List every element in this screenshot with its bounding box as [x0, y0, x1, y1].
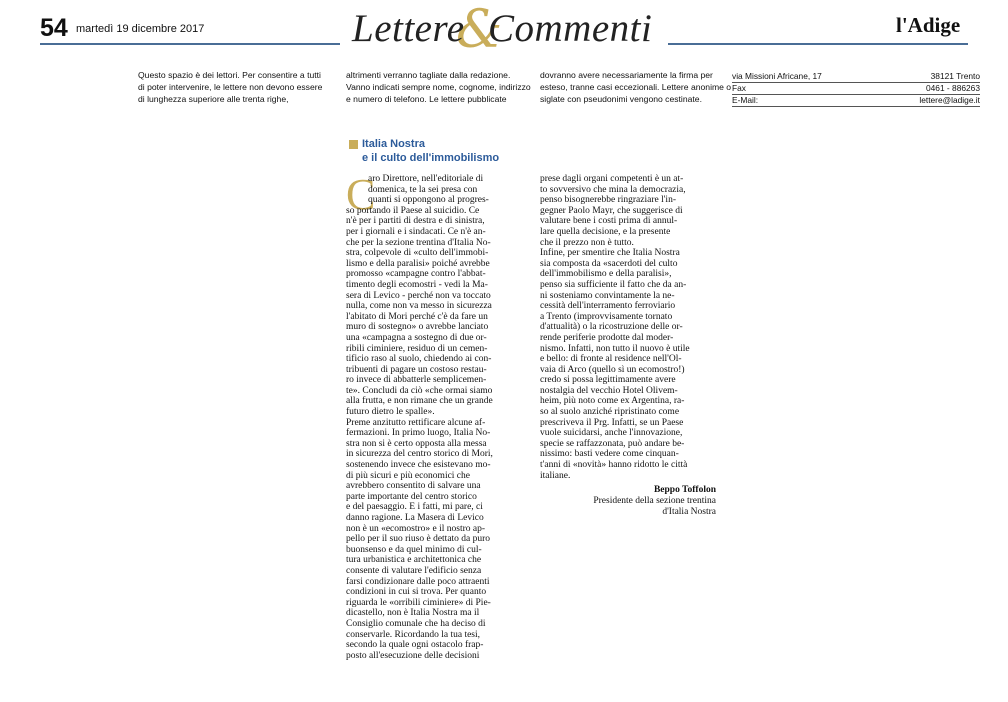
- article-line: fermazioni. In primo luogo, Italia No-: [346, 428, 491, 439]
- section-ampersand: &: [456, 0, 503, 60]
- article-line: nissimo: basti vedere come cinquan-: [540, 449, 679, 460]
- article-line: credo si possa legittimamente avere: [540, 375, 676, 386]
- article-line: penso sia sufficiente il fatto che da an-: [540, 279, 687, 290]
- article-line: timento degli ecomostri - vedi la Ma-: [346, 279, 488, 290]
- article-line: in sicurezza del centro storico di Mori,: [346, 449, 493, 460]
- article-column-1: [346, 170, 522, 661]
- article-line: Infine, per smentire che Italia Nostra: [540, 248, 680, 259]
- section-title: [350, 0, 666, 60]
- article-line: di più sicuri e più economici che: [346, 470, 470, 481]
- article-line: te». Concludi da ciò «che ormai siamo: [346, 385, 493, 396]
- headline-line: e il culto dell'immobilismo: [362, 152, 500, 164]
- article-line: vaia di Arco (quello sì un ecomostro!): [540, 364, 685, 375]
- headline-bullet-icon: [349, 140, 358, 149]
- article-line: che il prezzo non è tutto.: [540, 237, 634, 248]
- article-line: ribili ciminiere, residuo di un cemen-: [346, 343, 488, 354]
- article-line: cessità dell'interramento ferroviario: [540, 301, 676, 312]
- info-line: Questo spazio è dei lettori. Per consentire a tutti: [138, 70, 321, 80]
- article-line: d'attualità) o la ricostruzione delle or-: [540, 322, 683, 333]
- article-line: e bello: di fronte al residence nell'Ol-: [540, 354, 682, 365]
- article-line: muro di sostegno» o avrebbe lanciato: [346, 322, 489, 333]
- article-line: buonsenso e da quel minimo di cul-: [346, 544, 482, 555]
- article-line: penso bisognerebbe ringraziare l'in-: [540, 195, 676, 206]
- info-line: siglate con pseudonimi vengono cestinate.: [540, 94, 702, 104]
- article-line: prescriveva il Prg. Infatti, se un Paese: [540, 417, 684, 428]
- article-line: n'è per i partiti di destra e di sinistra,: [346, 216, 485, 227]
- info-column-2: [346, 69, 531, 105]
- article-line: tura urbanistica e architettonica che: [346, 555, 482, 566]
- article-line: rende periferie prodotte dal moder-: [540, 332, 674, 343]
- info-line: dovranno avere necessariamente la firma per: [540, 70, 713, 80]
- article-line: sia composta da «sacerdoti del culto: [540, 258, 678, 269]
- article-line: heim, più noto come ex Argentina, ra-: [540, 396, 685, 407]
- article-line: avrebbero consentito di salvare una: [346, 481, 481, 492]
- info-line: di lunghezza superiore alle trenta righe,: [138, 94, 289, 104]
- article-line: pello per il suo riuso è dettato da puro: [346, 534, 491, 545]
- info-line: di poter intervenire, le lettere non devono essere: [138, 82, 323, 92]
- article-line: che per la sezione trentina d'Italia No-: [346, 237, 491, 248]
- article-line: ro invece di abbatterle semplicemen-: [346, 375, 487, 386]
- article-line: so portando il Paese al suicidio. Ce: [346, 205, 480, 216]
- article-line: italiane.: [540, 470, 571, 481]
- article-line: alla frutta, e non rimane che un grande: [346, 396, 493, 407]
- article-line: dicastello, non è Italia Nostra ma il: [346, 608, 480, 619]
- article-line: Consiglio comunale che ha deciso di: [346, 618, 486, 629]
- article-line: stra non si è certo opposta alla messa: [346, 438, 487, 449]
- article-line: to sovversivo che mina la democrazia,: [540, 184, 686, 195]
- article-line: danno ragione. La Masera di Levico: [346, 513, 484, 523]
- article-line: lismo e della paralisi» poiché avrebbe: [346, 258, 490, 269]
- info-column-3: [540, 69, 731, 105]
- article-line: quanti si oppongono al progres-: [368, 195, 489, 206]
- header-rule-left: [40, 43, 340, 45]
- article-line: l'abitato di Mori perché c'è da fare un: [346, 311, 488, 322]
- article-line: secondo la quale ogni ostacolo frap-: [346, 640, 484, 651]
- article-line: nismo. Infatti, non tutto il nuovo è utile: [540, 343, 690, 354]
- drop-cap: C: [346, 170, 376, 219]
- article-line: e del paesaggio. E i fatti, mi pare, ci: [346, 502, 483, 513]
- author-name: Beppo Toffolon: [653, 485, 716, 495]
- info-line: e numero di telefono. Le lettere pubblicate: [346, 94, 507, 104]
- headline-line: Italia Nostra: [362, 138, 425, 150]
- contact-row-address: [732, 71, 980, 83]
- info-line: esteso, tranne casi eccezionali. Lettere anonime o: [540, 82, 732, 92]
- article-line: futuro dietro le spalle».: [346, 407, 435, 418]
- article-line: ni sosteniamo convintamente la ne-: [540, 290, 675, 301]
- header-rule-right: [668, 43, 968, 45]
- section-title-left: Lettere: [352, 7, 465, 50]
- article-line: a Trento (improvvisamente tornato: [540, 311, 673, 322]
- article-line: consente di valutare l'edificio senza: [346, 565, 482, 576]
- page-number: 54: [40, 14, 68, 42]
- article-line: nulla, come non va messo in sicurezza: [346, 301, 492, 312]
- info-line: altrimenti verranno tagliate dalla redazione.: [346, 70, 511, 80]
- author-role-line: d'Italia Nostra: [662, 507, 716, 517]
- article-line: valutare bene i costi prima di annul-: [540, 216, 678, 227]
- article-line: t'anni di «novità» hanno ridotto le città: [540, 460, 688, 471]
- section-title-right: Commenti: [488, 7, 653, 50]
- info-line: Vanno indicati sempre nome, cognome, indirizzo: [346, 82, 531, 92]
- contact-label: Fax: [732, 83, 746, 93]
- article-headline: [362, 137, 499, 165]
- contact-row-fax: [732, 83, 980, 95]
- article-line: aro Direttore, nell'editoriale di: [368, 174, 484, 184]
- contact-value: 0461 - 886263: [925, 83, 980, 93]
- contact-box: [732, 71, 980, 107]
- article-line: domenica, te la sei presa con: [368, 184, 478, 195]
- article-line: riguarda le «orribili ciminiere» di Pie-: [346, 597, 491, 608]
- article-line: nostalgia del vecchio Hotel Olivem-: [540, 385, 678, 396]
- contact-row-email[interactable]: [732, 95, 980, 107]
- contact-label: via Missioni Africane, 17: [732, 71, 822, 81]
- article-line: tribuenti di pagare un costoso restau-: [346, 364, 487, 375]
- article-line: sera di Levico - perché non va toccato: [346, 290, 491, 301]
- article-line: una «campagna a sostegno di due or-: [346, 332, 487, 343]
- info-column-1: [138, 69, 322, 105]
- contact-email-link[interactable]: lettere@ladige.it: [919, 95, 980, 105]
- issue-date: martedì 19 dicembre 2017: [76, 23, 205, 35]
- article-line: farsi condizionare dalle poco attraenti: [346, 576, 490, 587]
- contact-label: E-Mail:: [732, 95, 759, 105]
- article-line: stra, colpevole di «culto dell'immobi-: [346, 248, 489, 259]
- article-line: specie se raffazzonata, può andare be-: [540, 438, 685, 449]
- newspaper-logo: l'Adige: [896, 13, 961, 37]
- article-line: dell'immobilismo e della paralisi»,: [540, 269, 672, 280]
- article-line: sostenendo invece che esistevano mo-: [346, 460, 491, 471]
- article-line: so al suolo anziché ripristinato come: [540, 407, 680, 418]
- author-role: [540, 496, 716, 518]
- article-line: tificio raso al suolo, chiedendo ai con-: [346, 354, 492, 365]
- article-line: Preme anzitutto rettificare alcune af-: [346, 417, 486, 428]
- contact-value: 38121 Trento: [930, 71, 980, 81]
- article-line: condizioni in cui si trova. Per quanto: [346, 587, 487, 598]
- article-line: conservarle. Ricordando la tua tesi,: [346, 629, 481, 640]
- article-line: prese dagli organi competenti è un at-: [540, 174, 684, 184]
- article-line: vuole suicidarsi, anche l'innovazione,: [540, 428, 683, 439]
- article-line: parte importante del centro storico: [346, 491, 477, 502]
- article-line: non è un «ecomostro» e il nostro ap-: [346, 523, 486, 534]
- article-line: gegner Paolo Mayr, che suggerisce di: [540, 205, 683, 216]
- author-role-line: Presidente della sezione trentina: [593, 496, 716, 506]
- article-line: posto all'esecuzione delle decisioni: [346, 650, 480, 661]
- article-line: per i giornali e i sindacati. Ce n'è an-: [346, 226, 486, 237]
- article-line: promosso «campagne contro l'abbat-: [346, 269, 486, 280]
- article-column-2: [540, 174, 716, 481]
- article-line: lare quella decisione, e la presente: [540, 226, 671, 237]
